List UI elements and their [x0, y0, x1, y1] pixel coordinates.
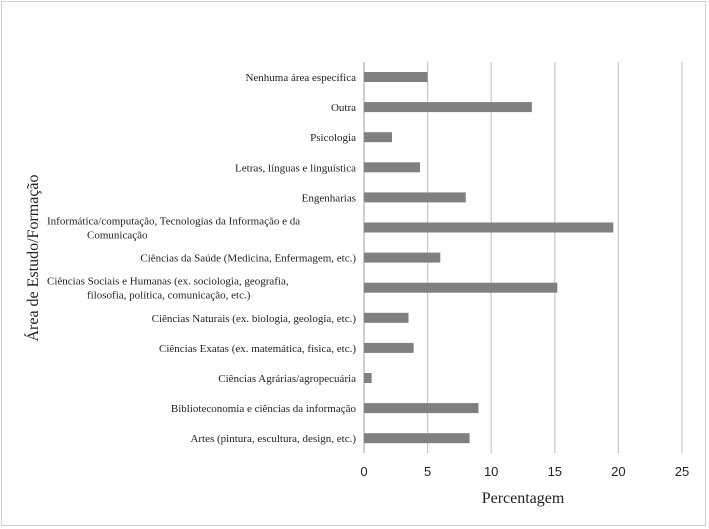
category-label: Informática/computação, Tecnologias da Informação e da Comunicação — [47, 215, 301, 242]
bar — [364, 283, 557, 293]
x-tick-label: 5 — [423, 464, 432, 479]
bar — [364, 102, 532, 112]
x-axis-label: Percentagem — [481, 490, 565, 507]
bar — [364, 132, 392, 142]
category-label: Artes (pintura, escultura, design, etc.) — [190, 433, 356, 446]
category-label: Ciências da Saúde (Medicina, Enfermagem, etc.) — [140, 252, 356, 265]
bar — [364, 192, 466, 202]
bar — [364, 223, 613, 233]
bars — [364, 72, 613, 443]
y-axis-label: Área de Estudo/Formação — [25, 174, 42, 342]
x-tick-label: 20 — [611, 464, 626, 479]
x-tick-label: 25 — [674, 464, 690, 479]
category-label: Ciências Naturais (ex. biologia, geologia, etc.) — [151, 312, 356, 325]
bar — [364, 253, 440, 263]
category-label: Nenhuma área específica — [245, 72, 356, 84]
x-tick-label: 10 — [483, 464, 499, 479]
bar — [364, 433, 470, 443]
category-label: Ciências Exatas (ex. matemática, física, etc.) — [159, 342, 356, 355]
category-label: Psicologia — [310, 132, 356, 145]
category-label: Outra — [330, 102, 356, 115]
category-label: Engenharias — [301, 192, 356, 205]
bar — [364, 403, 478, 413]
bar — [364, 373, 372, 383]
category-label: Letras, línguas e linguística — [235, 162, 356, 175]
bar — [364, 313, 409, 323]
x-tick-label: 0 — [360, 464, 368, 479]
category-labels — [47, 72, 356, 445]
category-label: Ciências Sociais e Humanas (ex. sociologia, geografia, filosofia, política, comunicação, etc.) — [47, 275, 289, 302]
category-label: Ciências Agrárias/agropecuária — [218, 373, 356, 385]
bar — [364, 72, 428, 82]
category-label: Biblioteconomia e ciências da informação — [170, 403, 356, 416]
x-tick-labels — [360, 464, 689, 479]
x-tick-label: 15 — [547, 464, 563, 479]
bar — [364, 343, 414, 353]
bar — [364, 162, 420, 172]
